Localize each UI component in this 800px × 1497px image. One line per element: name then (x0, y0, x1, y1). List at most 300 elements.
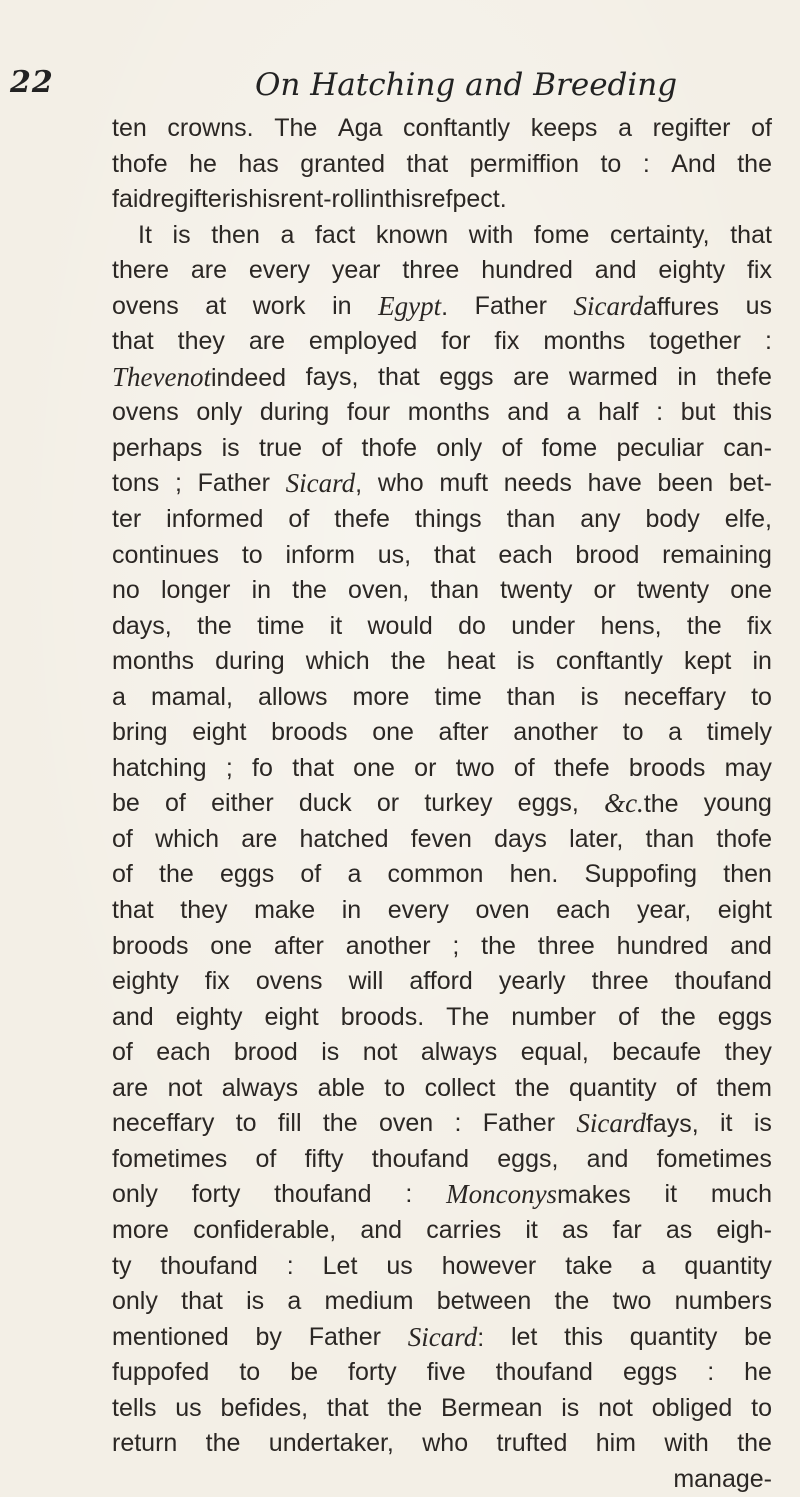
word: fill (277, 1109, 302, 1138)
word: . (441, 292, 449, 321)
word: is (561, 1393, 580, 1422)
word: only (112, 1287, 158, 1316)
word: which (155, 824, 219, 853)
word: months (112, 647, 194, 676)
word: obliged (651, 1393, 733, 1422)
word: always (221, 1073, 299, 1102)
word: continues (112, 540, 220, 569)
word: more (112, 1215, 169, 1244)
word: then (211, 220, 260, 249)
word: days, (112, 611, 172, 640)
word: quantity (684, 1251, 772, 1280)
word: it (525, 1215, 538, 1244)
word: mentioned (112, 1322, 229, 1351)
word: thefe (554, 753, 610, 782)
word: ty (112, 1251, 132, 1280)
text-line (112, 1142, 772, 1178)
word: would (367, 611, 433, 640)
word: elfe, (724, 505, 772, 534)
word: fix (746, 611, 772, 640)
word: the (387, 1393, 423, 1422)
word: between (436, 1287, 532, 1316)
text-line (112, 431, 772, 467)
word: thoufand (495, 1358, 593, 1387)
word: one (353, 753, 395, 782)
word: collect (424, 1073, 496, 1102)
word: confiderable, (193, 1215, 337, 1244)
word: hens, (600, 611, 662, 640)
word: days (494, 824, 547, 853)
text-line (112, 1355, 772, 1391)
word: of (321, 433, 343, 462)
word: numbers (674, 1287, 772, 1316)
word: bring (112, 718, 168, 747)
word: ten (112, 114, 147, 142)
word: is (221, 433, 240, 462)
word: And (671, 149, 716, 178)
word: three (537, 931, 595, 960)
word: of (288, 505, 310, 534)
word: have (587, 469, 642, 498)
word: of (676, 1073, 697, 1102)
word: regifter (652, 114, 731, 142)
word: number (511, 1002, 597, 1031)
word: three (402, 256, 460, 285)
word: than (506, 682, 556, 711)
word: of (112, 860, 133, 889)
word: every (248, 256, 310, 285)
word: thefe (716, 362, 772, 391)
word: this (564, 1322, 604, 1351)
word: in (364, 185, 385, 214)
word: of (112, 824, 133, 853)
word: makes (557, 1181, 631, 1210)
word: for (441, 327, 471, 356)
word: be (112, 789, 140, 818)
word: broods (271, 718, 348, 747)
word: work (252, 291, 306, 320)
word: things (414, 505, 482, 534)
word: with (468, 220, 514, 249)
word: and (507, 398, 550, 427)
word: may (724, 753, 772, 782)
italic-word: Egypt (378, 290, 442, 321)
word: more (352, 682, 410, 711)
word: eggs (439, 362, 494, 391)
text-line (112, 1106, 772, 1142)
word: muft (439, 469, 489, 498)
word: and (594, 256, 637, 285)
word: and (360, 1215, 403, 1244)
word: it (719, 1109, 733, 1138)
word: ovens (255, 967, 323, 996)
word: this (733, 398, 772, 427)
word: is (516, 647, 535, 676)
word: only (112, 1180, 158, 1209)
italic-word: &c. (604, 788, 644, 819)
word: the (514, 1073, 550, 1102)
word: regifter (152, 185, 231, 214)
italic-word: Sicard (407, 1321, 478, 1352)
word: not (167, 1073, 203, 1102)
word: Father (482, 1109, 556, 1138)
word: heat (446, 647, 496, 676)
text-line (112, 1000, 772, 1036)
text-line (112, 147, 772, 183)
italic-word: Monconys (446, 1179, 558, 1210)
word: one (210, 931, 253, 960)
word: duck (298, 789, 352, 818)
word: inform (285, 540, 355, 569)
word: in (341, 896, 362, 925)
text-line (112, 1426, 772, 1462)
word: oven (475, 896, 530, 925)
word: he (744, 1358, 772, 1387)
word: the (686, 611, 722, 640)
word: the (643, 790, 679, 819)
word: either (211, 789, 274, 818)
word: has (238, 149, 279, 178)
word: ovens (112, 291, 179, 320)
word: us (386, 1251, 413, 1280)
word: : (656, 398, 664, 427)
word: there (112, 256, 169, 285)
word: : (477, 1323, 485, 1352)
word: together (649, 327, 741, 356)
word: rent-roll (280, 185, 365, 214)
word: affures (643, 292, 719, 321)
word: with (664, 1429, 709, 1458)
word: able (317, 1073, 365, 1102)
word: oven (378, 1109, 434, 1138)
word: : (764, 327, 772, 356)
word: than (430, 576, 480, 605)
word: him (595, 1429, 637, 1458)
word: ; (452, 931, 460, 960)
word: the (390, 647, 426, 676)
word: is (172, 220, 191, 249)
word: eighty (112, 967, 179, 996)
word: us, (377, 540, 412, 569)
word: one (730, 576, 772, 605)
word: or (376, 789, 400, 818)
word: in (251, 576, 272, 605)
word: Father (197, 469, 270, 498)
text-line (112, 857, 772, 893)
word: in (752, 647, 772, 676)
text-line (112, 609, 772, 645)
word: turkey (424, 789, 493, 818)
word: employed (308, 327, 418, 356)
word: fome (533, 220, 590, 249)
word: broods (628, 753, 706, 782)
word: a (566, 398, 581, 427)
word: us (175, 1393, 202, 1422)
word: every (387, 896, 449, 925)
word: time (434, 682, 482, 711)
word: take (565, 1251, 613, 1280)
word: body (645, 505, 700, 534)
word: by (255, 1322, 282, 1351)
word: broods. (340, 1002, 425, 1031)
running-head: On Hatching and Breeding (255, 67, 678, 103)
word: befides, (220, 1393, 309, 1422)
word: neceffary (623, 682, 727, 711)
word: and (730, 931, 772, 960)
word: brood (233, 1038, 298, 1067)
text-line (112, 360, 772, 396)
text-line (112, 253, 772, 289)
word: young (703, 789, 772, 818)
word: them (716, 1073, 772, 1102)
word: : (405, 1180, 413, 1209)
word: any (580, 505, 621, 534)
word: of (255, 1144, 277, 1173)
word: the (322, 1109, 358, 1138)
word: in (677, 362, 697, 391)
word: needs (503, 469, 572, 498)
word: that (730, 220, 772, 249)
word: oven, (348, 576, 410, 605)
word: that (326, 1393, 369, 1422)
word: a (347, 860, 362, 889)
word: that (112, 896, 154, 925)
word: The (446, 1002, 490, 1031)
word: tons (112, 469, 160, 498)
text-line (112, 111, 772, 147)
word: each (556, 896, 611, 925)
word: is (321, 1038, 340, 1067)
word: always (420, 1038, 498, 1067)
word: year (331, 256, 381, 285)
word: , (355, 470, 363, 499)
word: or (414, 753, 437, 782)
text-line (112, 1462, 772, 1497)
word: another (345, 931, 431, 960)
word: hundred (481, 256, 573, 285)
italic-word: Thevenot (112, 361, 211, 392)
word: a (287, 1287, 302, 1316)
word: fact (314, 220, 356, 249)
word: is (246, 1287, 265, 1316)
word: after (438, 718, 489, 747)
word: of (501, 433, 523, 462)
word: of (300, 860, 322, 889)
word: they (177, 327, 225, 356)
text-line (112, 324, 772, 360)
word: bet- (728, 469, 772, 498)
word: trufted (496, 1429, 568, 1458)
word: feven (410, 824, 472, 853)
word: carries (426, 1215, 502, 1244)
word: fays, (645, 1110, 699, 1139)
word: us (745, 291, 772, 320)
text-line (112, 573, 772, 609)
word: Father (308, 1322, 381, 1351)
word: conftantly (555, 647, 663, 676)
word: it (664, 1180, 678, 1209)
text-line (112, 1177, 772, 1213)
word: eggs (220, 860, 275, 889)
text-line (112, 786, 772, 822)
word: and (586, 1144, 629, 1173)
word: eight (264, 1002, 319, 1031)
word: true (258, 433, 303, 462)
word: eggs, (497, 1144, 559, 1173)
word: indeed (210, 363, 287, 392)
word: a (668, 718, 683, 747)
text-line (112, 893, 772, 929)
word: hen. (509, 860, 559, 889)
word: to (751, 1393, 772, 1422)
word: which (305, 647, 370, 676)
word: year, (636, 896, 692, 925)
word: ovens (112, 398, 179, 427)
word: quantity (629, 1322, 718, 1351)
word: however (441, 1251, 537, 1280)
text-line (112, 218, 772, 254)
word: of (513, 753, 535, 782)
word: under (511, 611, 576, 640)
word: in (332, 291, 352, 320)
word: the (481, 931, 516, 960)
word: a (112, 682, 126, 711)
word: later, (569, 824, 624, 853)
word: equal, (520, 1038, 589, 1067)
word: time (257, 611, 305, 640)
word: to (384, 1073, 406, 1102)
word: two (612, 1287, 652, 1316)
text-line (112, 1213, 772, 1249)
word: fix (746, 256, 772, 285)
italic-word: Sicard (285, 468, 356, 499)
word: eight (192, 718, 247, 747)
word: to (600, 149, 622, 178)
word: thofe (716, 824, 772, 853)
word: fix (494, 327, 520, 356)
word: is (230, 185, 249, 214)
word: : (454, 1109, 462, 1138)
word: undertaker, (268, 1429, 394, 1458)
word: after (273, 931, 324, 960)
word: the (737, 149, 772, 178)
word: manage- (673, 1464, 772, 1493)
word: this (384, 185, 424, 214)
word: broods (112, 931, 189, 960)
word: that (112, 327, 154, 356)
text-line (112, 715, 772, 751)
word: to (235, 1109, 257, 1138)
word: a (641, 1251, 656, 1280)
word: eight (717, 896, 772, 925)
text-line (112, 929, 772, 965)
word: of (618, 1002, 639, 1031)
word: yearly (498, 967, 566, 996)
word: fometimes (112, 1144, 228, 1173)
text-line (112, 1249, 772, 1285)
word: be (744, 1322, 772, 1351)
text-line (112, 1284, 772, 1320)
word: certainty, (610, 220, 710, 249)
word: who (422, 1429, 469, 1458)
word: they (180, 896, 228, 925)
word: eighty (175, 1002, 243, 1031)
word: to (751, 682, 772, 711)
word: granted (300, 149, 385, 178)
word: are (513, 362, 550, 391)
word: fuppofed (112, 1358, 210, 1387)
word: can- (723, 433, 772, 462)
word: thofe (361, 433, 418, 462)
italic-word: Sicard (573, 290, 644, 321)
word: that (406, 149, 449, 178)
word: thoufand (674, 967, 772, 996)
word: is (753, 1109, 772, 1138)
italic-word: Sicard (576, 1108, 646, 1139)
word: his (248, 185, 281, 214)
word: been (657, 469, 714, 498)
word: thefe (334, 505, 390, 534)
word: : (707, 1358, 715, 1387)
word: eigh- (716, 1215, 772, 1244)
text-line (112, 502, 772, 538)
word: than (645, 824, 695, 853)
word: a (280, 220, 295, 249)
text-line (112, 395, 772, 431)
word: much (710, 1180, 772, 1209)
word: brood (575, 540, 640, 569)
word: then (723, 860, 772, 889)
word: longer (160, 576, 231, 605)
word: of (165, 789, 186, 818)
word: neceffary (112, 1109, 215, 1138)
text-line (112, 1071, 772, 1107)
word: be (290, 1358, 319, 1387)
body-text (112, 111, 772, 1497)
word: forty (191, 1180, 241, 1209)
word: medium (324, 1287, 414, 1316)
word: informed (166, 505, 264, 534)
text-line (112, 182, 772, 218)
word: permiffion (469, 149, 579, 178)
word: thoufand (160, 1251, 258, 1280)
word: fifty (304, 1144, 344, 1173)
word: at (205, 291, 227, 320)
word: another (513, 718, 599, 747)
word: but (680, 398, 716, 427)
word: the (660, 1002, 696, 1031)
word: the (737, 1429, 772, 1458)
word: who (377, 469, 424, 498)
word: it (329, 611, 343, 640)
word: return (112, 1429, 178, 1458)
word: keeps (530, 114, 598, 142)
word: Bermean (440, 1393, 543, 1422)
word: refpect. (423, 185, 507, 214)
text-line (112, 1320, 772, 1356)
word: fo (252, 753, 273, 782)
text-line (112, 751, 772, 787)
word: the (205, 1429, 241, 1458)
word: that (433, 540, 476, 569)
word: are (241, 824, 278, 853)
word: and (112, 1002, 154, 1031)
word: afford (409, 967, 473, 996)
word: tells (112, 1393, 157, 1422)
word: months (543, 327, 626, 356)
word: two (455, 753, 495, 782)
word: perhaps (112, 433, 203, 462)
